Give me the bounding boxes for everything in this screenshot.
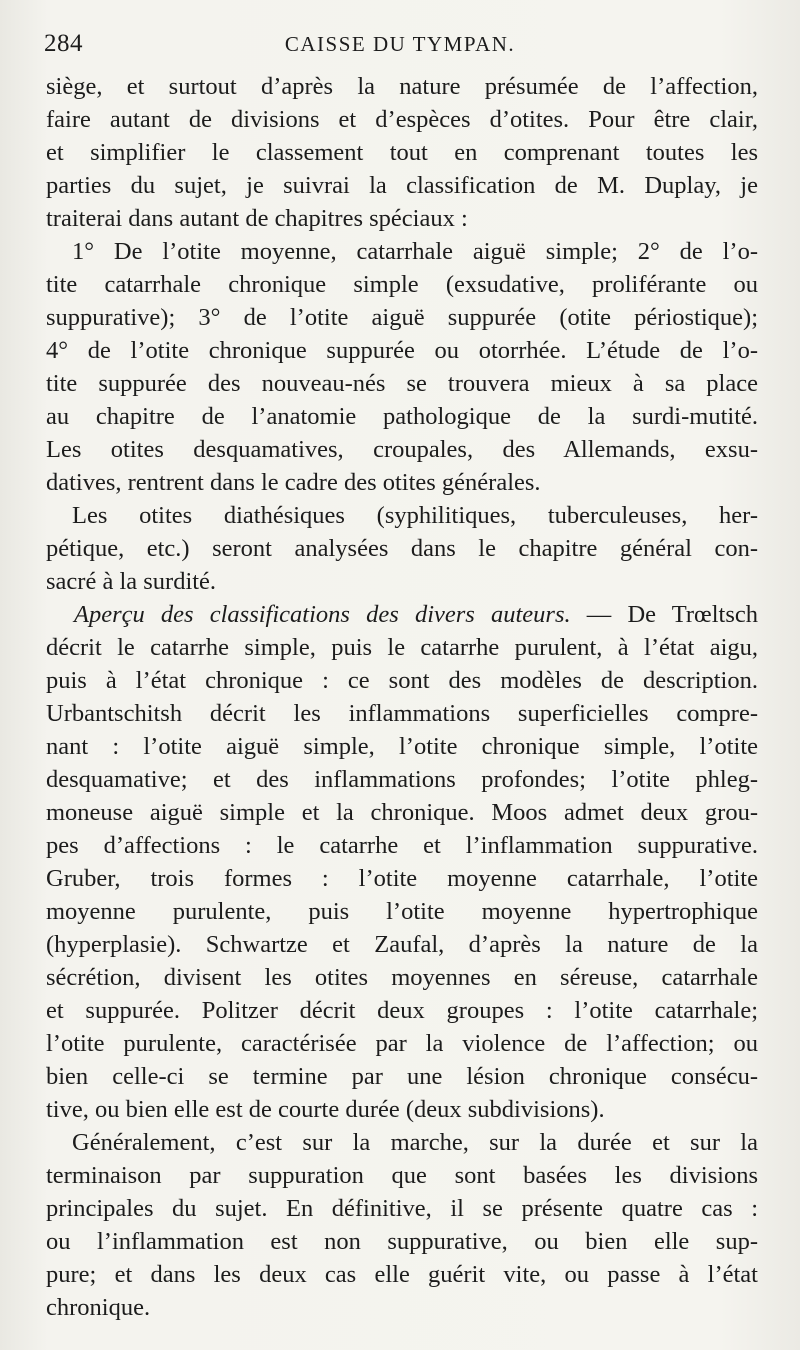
text-line: puis à l’état chronique : ce sont des modèles de description. (46, 667, 758, 694)
text-line: nant : l’otite aiguë simple, l’otite chronique simple, l’otite (46, 733, 758, 760)
text-line: (hyperplasie). Schwartze et Zaufal, d’après la nature de la (46, 931, 758, 958)
section-heading-line (46, 598, 758, 631)
text-line: Les otites desquamatives, croupales, des Allemands, exsu- (46, 436, 758, 463)
text-line: moneuse aiguë simple et la chronique. Moos admet deux grou- (46, 799, 758, 826)
text-line: parties du sujet, je suivrai la classification de M. Duplay, je (46, 172, 758, 199)
text-line: au chapitre de l’anatomie pathologique de la surdi-mutité. (46, 403, 758, 430)
text-line: sacré à la surdité. (46, 568, 217, 595)
text-line: sécrétion, divisent les otites moyennes en séreuse, catarrhale (46, 964, 758, 991)
text-line: l’otite purulente, caractérisée par la violence de l’affection; ou (46, 1030, 758, 1057)
running-head (44, 30, 756, 64)
text-line: tive, ou bien elle est de courte durée (deux subdivisions). (46, 1096, 605, 1123)
text-line: Généralement, c’est sur la marche, sur la durée et sur la (72, 1129, 758, 1156)
text-line: Urbantschitsh décrit les inflammations superficielles compre- (46, 700, 758, 727)
text-line: traiterai dans autant de chapitres spéciaux : (46, 205, 468, 232)
text-line: et simplifier le classement tout en comprenant toutes les (46, 139, 758, 166)
text-line: suppurative); 3° de l’otite aiguë suppurée (otite périostique); (46, 304, 758, 331)
text-line: principales du sujet. En définitive, il se présente quatre cas : (46, 1195, 758, 1222)
text-line: tite suppurée des nouveau-nés se trouvera mieux à sa place (46, 370, 758, 397)
text-line: Gruber, trois formes : l’otite moyenne catarrhale, l’otite (46, 865, 758, 892)
text-line: ou l’inflammation est non suppurative, ou bien elle sup- (46, 1228, 758, 1255)
text-line: 4° de l’otite chronique suppurée ou otorrhée. L’étude de l’o- (46, 337, 758, 364)
body-text (46, 70, 758, 1324)
section-heading: Aperçu des classifications des divers auteurs. (74, 601, 571, 628)
text-line: pes d’affections : le catarrhe et l’inflammation suppurative. (46, 832, 758, 859)
text-line: siège, et surtout d’après la nature présumée de l’affection, (46, 73, 758, 100)
section-heading-continuation: — De Trœltsch (586, 601, 758, 628)
text-line: bien celle-ci se termine par une lésion chronique consécu- (46, 1063, 758, 1090)
text-line: pure; et dans les deux cas elle guérit vite, ou passe à l’état (46, 1261, 758, 1288)
text-line: terminaison par suppuration que sont basées les divisions (46, 1162, 758, 1189)
page-number: 284 (44, 30, 83, 57)
text-line: et suppurée. Politzer décrit deux groupes : l’otite catarrhale; (46, 997, 758, 1024)
text-line: 1° De l’otite moyenne, catarrhale aiguë simple; 2° de l’o- (72, 238, 758, 265)
running-title: CAISSE DU TYMPAN. (284, 32, 516, 56)
text-line: chronique. (46, 1294, 151, 1321)
text-line: décrit le catarrhe simple, puis le catarrhe purulent, à l’état aigu, (46, 634, 758, 661)
text-line: faire autant de divisions et d’espèces d’otites. Pour être clair, (46, 106, 758, 133)
text-line: moyenne purulente, puis l’otite moyenne hypertrophique (46, 898, 758, 925)
text-line: Les otites diathésiques (syphilitiques, tuberculeuses, her- (72, 502, 758, 529)
text-line: pétique, etc.) seront analysées dans le chapitre général con- (46, 535, 758, 562)
text-line: desquamative; et des inflammations profondes; l’otite phleg- (46, 766, 758, 793)
text-line: tite catarrhale chronique simple (exsudative, proliférante ou (46, 271, 758, 298)
text-line: datives, rentrent dans le cadre des otites générales. (46, 469, 541, 496)
